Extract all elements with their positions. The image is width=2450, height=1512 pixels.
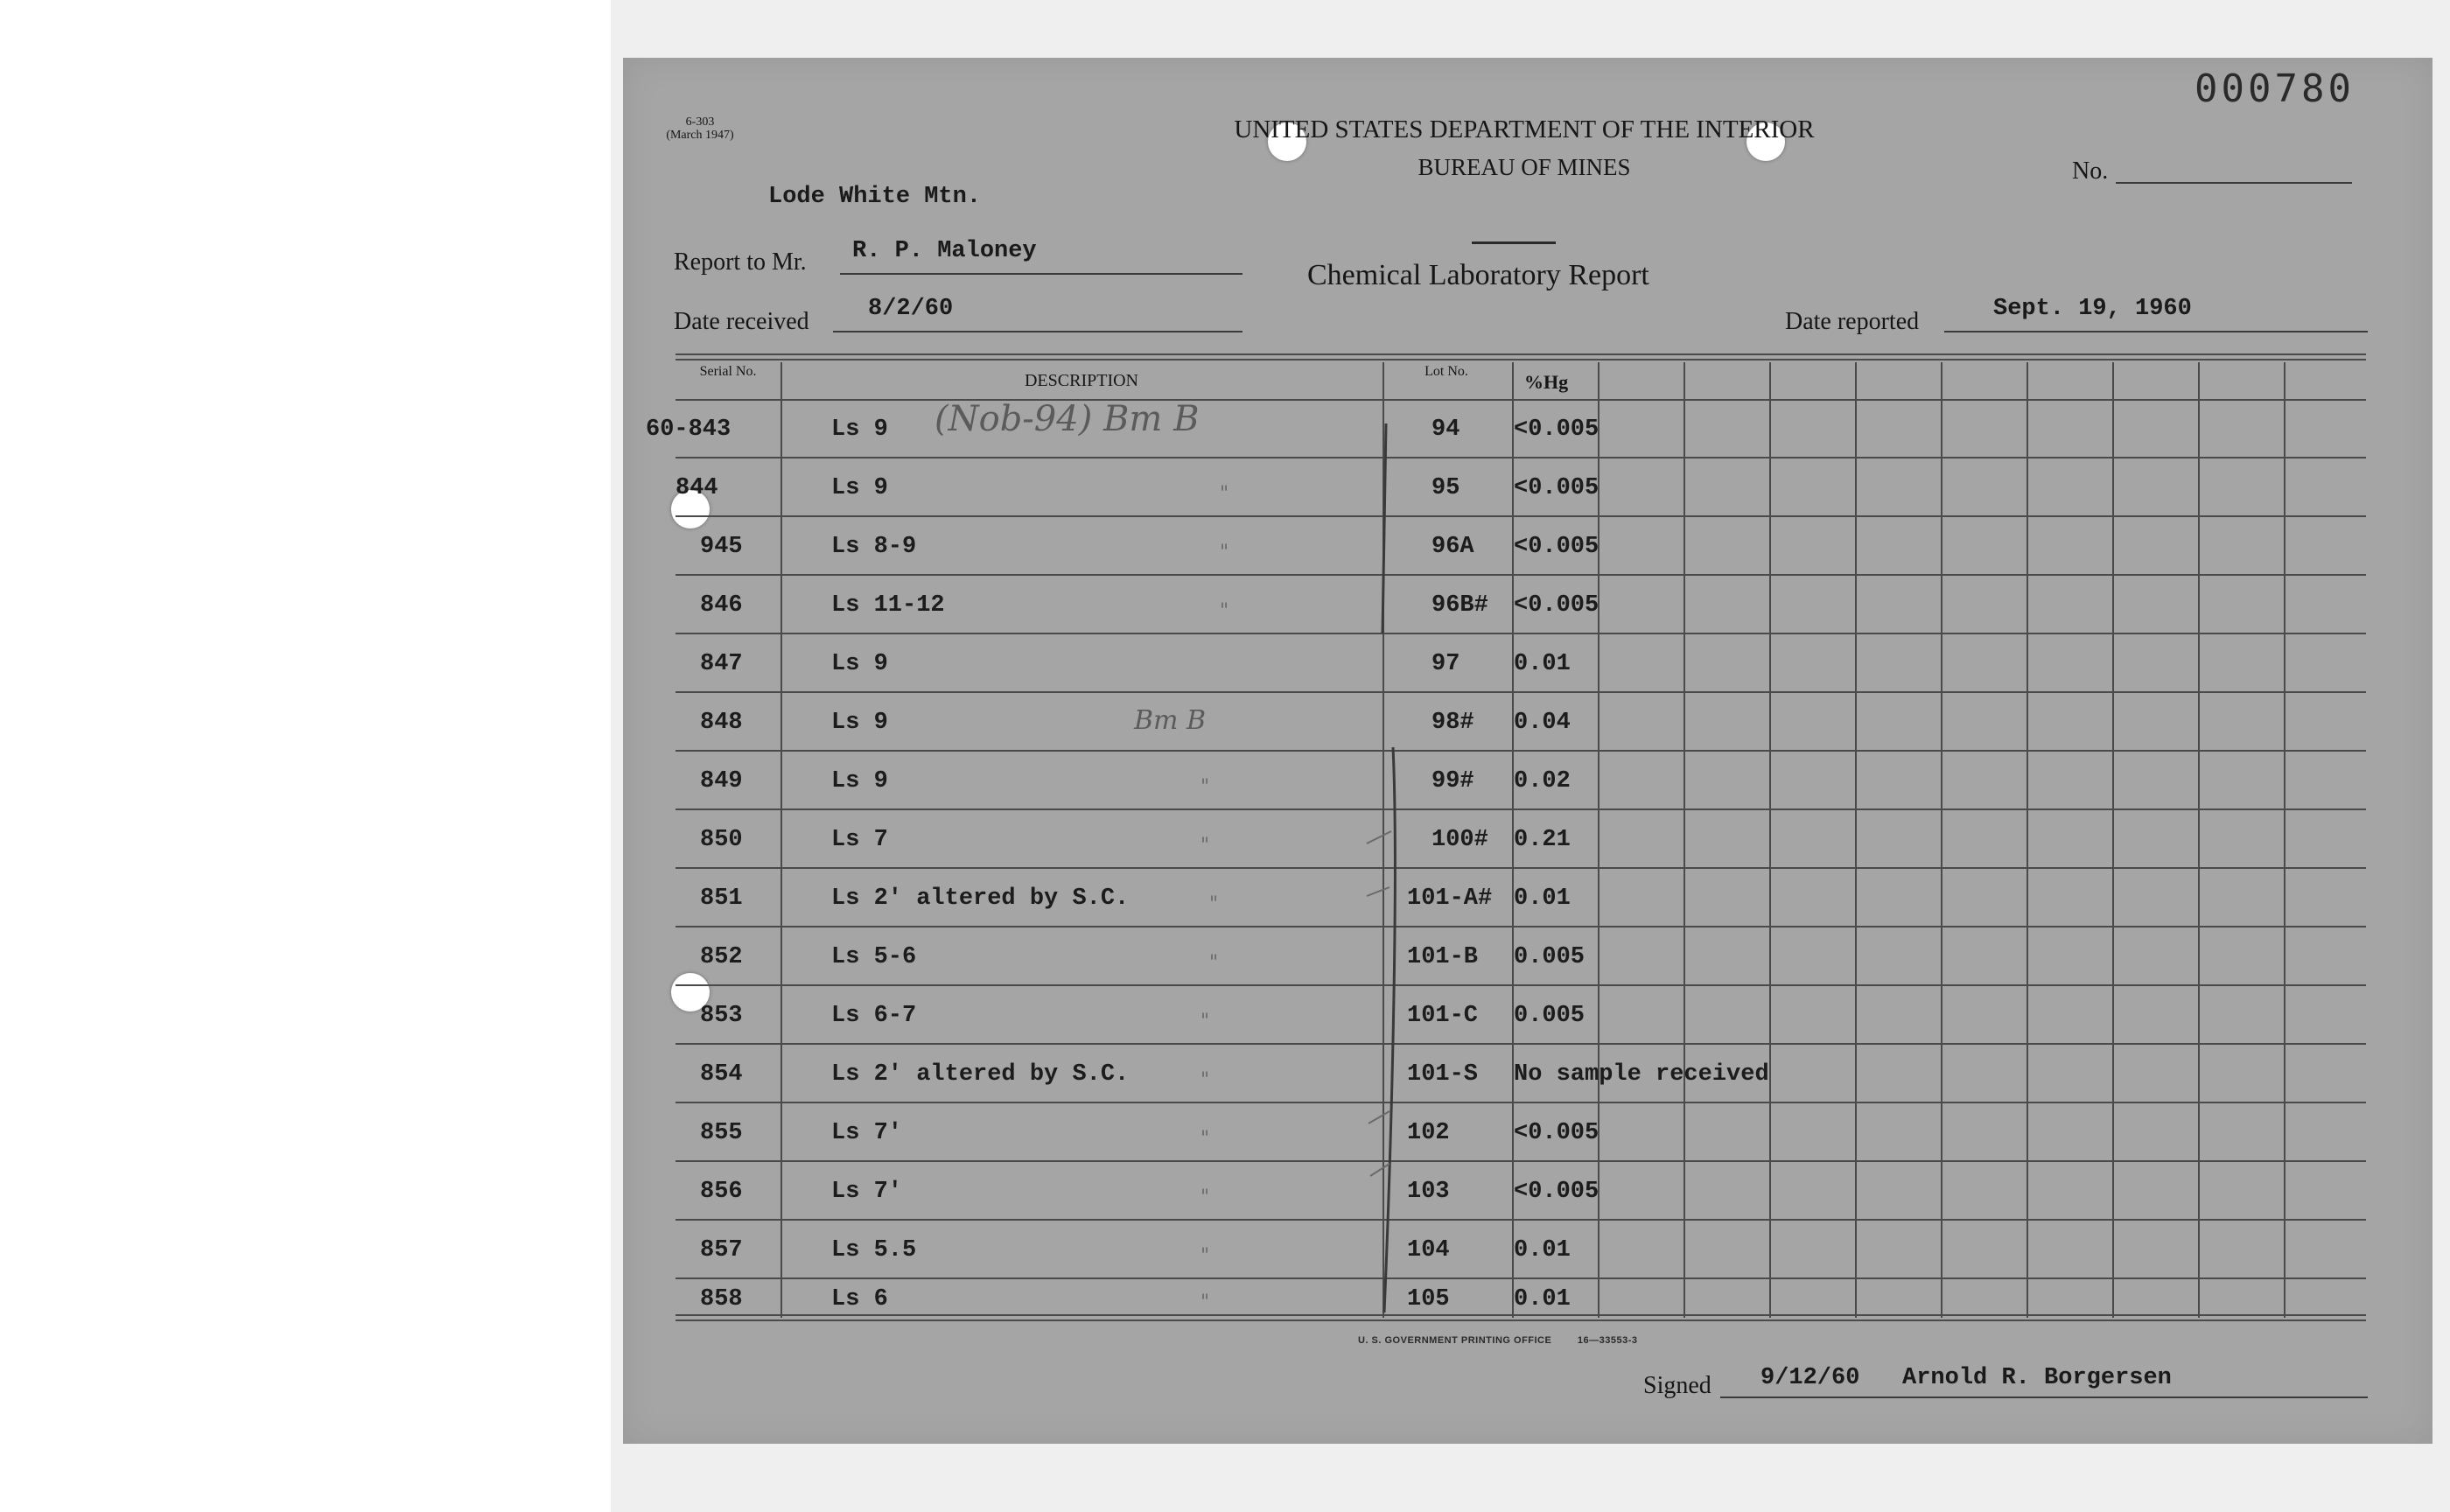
signed-line	[1720, 1396, 2368, 1398]
ditto-mark: "	[1220, 483, 1229, 505]
signed-label: Signed	[1643, 1372, 1712, 1399]
date-received-label: Date received	[674, 308, 809, 335]
cell-description: Ls 9	[831, 416, 888, 443]
header-rule	[1472, 242, 1556, 244]
ditto-mark: "	[1200, 1186, 1210, 1208]
cell-hg: <0.005	[1514, 416, 1600, 443]
date-reported-value: Sept. 19, 1960	[1993, 296, 2192, 322]
handwritten-note: (Nob-94) Bm B	[934, 399, 1200, 439]
cell-lot: 101-B	[1407, 944, 1479, 970]
cell-description: Ls 6	[831, 1286, 888, 1312]
cell-description: Ls 9	[831, 768, 888, 794]
cell-lot: 101-S	[1407, 1061, 1479, 1088]
lode-name: Lode White Mtn.	[768, 184, 982, 210]
ditto-mark: "	[1209, 893, 1219, 915]
cell-description: Ls 9	[831, 651, 888, 677]
form-number: 6-303 (March 1947)	[666, 116, 734, 142]
ditto-mark: "	[1200, 1069, 1210, 1091]
cell-lot: 100#	[1432, 827, 1488, 853]
cell-serial: 60-843	[646, 416, 732, 443]
cell-description: Ls 7'	[831, 1120, 903, 1146]
cell-hg: <0.005	[1514, 592, 1600, 619]
cell-hg: 0.01	[1514, 1237, 1571, 1264]
cell-hg: 0.02	[1514, 768, 1571, 794]
report-card	[623, 58, 2432, 1444]
cell-serial: 848	[700, 710, 743, 736]
printing-code: 16—33553-3	[1577, 1335, 1638, 1346]
report-to-line	[840, 273, 1242, 275]
cell-hg: 0.005	[1514, 944, 1586, 970]
cell-description: Ls 11-12	[831, 592, 945, 619]
signed-value: 9/12/60 Arnold R. Borgersen	[1760, 1365, 2172, 1391]
cell-description: Ls 7'	[831, 1179, 903, 1205]
handwritten-note: Bm B	[1134, 705, 1207, 736]
report-to-value: R. P. Maloney	[852, 238, 1037, 264]
cell-description: Ls 2' altered by S.C.	[831, 1061, 1130, 1088]
cell-lot: 101-A#	[1407, 886, 1493, 912]
date-received-value: 8/2/60	[868, 296, 954, 322]
cell-hg: 0.01	[1514, 1286, 1571, 1312]
cell-lot: 95	[1432, 475, 1460, 501]
ditto-mark: "	[1200, 835, 1210, 857]
ditto-mark: "	[1200, 1011, 1210, 1032]
cell-hg: <0.005	[1514, 534, 1600, 560]
bureau-title: BUREAU OF MINES	[1418, 154, 1631, 180]
cell-hg: <0.005	[1514, 1120, 1600, 1146]
cell-serial: 850	[700, 827, 743, 853]
cell-serial: 853	[700, 1003, 743, 1029]
cell-hg: 0.005	[1514, 1003, 1586, 1029]
cell-serial: 858	[700, 1286, 743, 1312]
ditto-mark: "	[1200, 1292, 1210, 1313]
cell-lot: 96B#	[1432, 592, 1488, 619]
cell-serial: 945	[700, 534, 743, 560]
cell-description: Ls 5.5	[831, 1237, 917, 1264]
document-number-stamp: 000780	[2194, 66, 2355, 111]
cell-serial: 851	[700, 886, 743, 912]
cell-serial: 844	[676, 475, 718, 501]
cell-lot: 94	[1432, 416, 1460, 443]
cell-serial: 857	[700, 1237, 743, 1264]
cell-lot: 102	[1407, 1120, 1450, 1146]
cell-lot: 104	[1407, 1237, 1450, 1264]
header-hg: %Hg	[1524, 371, 1569, 393]
cell-description: Ls 5-6	[831, 944, 917, 970]
report-to-label: Report to Mr.	[674, 248, 807, 276]
no-field-line	[2116, 182, 2352, 184]
ditto-mark: "	[1209, 952, 1219, 974]
date-reported-label: Date reported	[1785, 308, 1920, 335]
cell-lot: 99#	[1432, 768, 1474, 794]
header-serial: Serial No.	[699, 364, 757, 379]
cell-lot: 97	[1432, 651, 1460, 677]
ditto-mark: "	[1220, 542, 1229, 564]
ditto-mark: "	[1200, 1128, 1210, 1150]
cell-hg: <0.005	[1514, 1179, 1600, 1205]
cell-serial: 852	[700, 944, 743, 970]
cell-hg: 0.04	[1514, 710, 1571, 736]
ditto-mark: "	[1200, 1245, 1210, 1267]
cell-hg: 0.01	[1514, 886, 1571, 912]
ditto-mark: "	[1220, 600, 1229, 622]
cell-hg: <0.005	[1514, 475, 1600, 501]
cell-hg: 0.01	[1514, 651, 1571, 677]
cell-lot: 96A	[1432, 534, 1474, 560]
cell-serial: 854	[700, 1061, 743, 1088]
cell-lot: 105	[1407, 1286, 1450, 1312]
report-title: Chemical Laboratory Report	[1307, 259, 1649, 291]
agency-title: UNITED STATES DEPARTMENT OF THE INTERIOR	[1234, 116, 1815, 144]
cell-hg: No sample received	[1514, 1061, 1769, 1088]
cell-lot: 98#	[1432, 710, 1474, 736]
header-description: DESCRIPTION	[1024, 371, 1138, 390]
printing-office: U. S. GOVERNMENT PRINTING OFFICE	[1358, 1335, 1552, 1346]
date-received-line	[833, 331, 1242, 332]
header-lot: Lot No.	[1424, 364, 1468, 379]
date-reported-line	[1944, 331, 2368, 332]
cell-serial: 856	[700, 1179, 743, 1205]
cell-lot: 103	[1407, 1179, 1450, 1205]
cell-hg: 0.21	[1514, 827, 1571, 853]
ditto-mark: "	[1200, 776, 1210, 798]
cell-description: Ls 7	[831, 827, 888, 853]
no-label: No.	[2072, 158, 2109, 185]
cell-serial: 846	[700, 592, 743, 619]
cell-serial: 847	[700, 651, 743, 677]
cell-lot: 101-C	[1407, 1003, 1479, 1029]
cell-description: Ls 6-7	[831, 1003, 917, 1029]
cell-description: Ls 2' altered by S.C.	[831, 886, 1130, 912]
results-table	[646, 354, 2366, 1318]
cell-serial: 855	[700, 1120, 743, 1146]
cell-serial: 849	[700, 768, 743, 794]
cell-description: Ls 9	[831, 710, 888, 736]
bracket-lines	[1358, 406, 1410, 1316]
cell-description: Ls 8-9	[831, 534, 917, 560]
cell-description: Ls 9	[831, 475, 888, 501]
